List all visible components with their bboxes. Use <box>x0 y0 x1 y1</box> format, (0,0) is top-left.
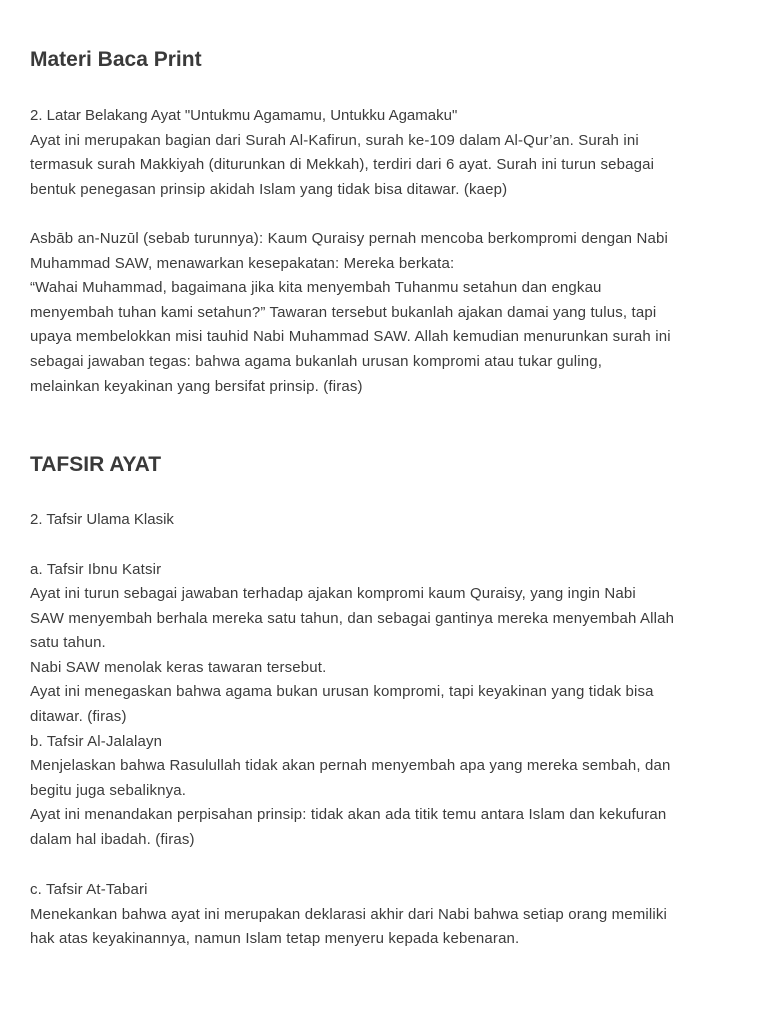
text-line: Muhammad SAW, menawarkan kesepakatan: Mereka berkata: <box>30 254 455 272</box>
text-line: Asbāb an-Nuzūl (sebab turunnya): Kaum Quraisy pernah mencoba berkompromi dengan Nabi <box>30 230 668 247</box>
text-line: sebagai jawaban tegas: bahwa agama bukanlah urusan kompromi atau tukar guling, <box>30 352 603 370</box>
text-line: SAW menyembah berhala mereka satu tahun, dan sebagai gantinya mereka menyembah Allah <box>30 609 675 627</box>
text-line: bentuk penegasan prinsip akidah Islam yang tidak bisa ditawar. (kaep) <box>30 180 508 198</box>
text-line: begitu juga sebaliknya. <box>30 781 187 799</box>
text-line: Ayat ini menegaskan bahwa agama bukan urusan kompromi, tapi keyakinan yang tidak bisa <box>30 683 654 701</box>
section2-heading: 2. Tafsir Ulama Klasik <box>30 511 174 528</box>
tafsir-block-c <box>30 878 746 952</box>
document-title: Materi Baca Print <box>30 48 202 71</box>
text-line: upaya membelokkan misi tauhid Nabi Muhammad SAW. Allah kemudian menurunkan surah ini <box>30 328 671 346</box>
text-line: Ayat ini turun sebagai jawaban terhadap ajakan kompromi kaum Quraisy, yang ingin Nabi <box>30 585 636 603</box>
text-line: Menjelaskan bahwa Rasulullah tidak akan pernah menyembah apa yang mereka sembah, dan <box>30 757 671 775</box>
text-line: b. Tafsir Al-Jalalayn <box>30 732 163 750</box>
text-line: termasuk surah Makkiyah (diturunkan di Mekkah), terdiri dari 6 ayat. Surah ini turun sebagai <box>30 156 655 174</box>
text-line: Ayat ini merupakan bagian dari Surah Al-Kafirun, surah ke-109 dalam Al-Qur’an. Surah ini <box>30 131 639 149</box>
text-line: hak atas keyakinannya, namun Islam tetap menyeru kepada kebenaran. <box>30 930 520 948</box>
section1-paragraph-1 <box>30 129 746 203</box>
text-line: Ayat ini menandakan perpisahan prinsip: tidak akan ada titik temu antara Islam dan kekufuran <box>30 806 667 824</box>
text-line: c. Tafsir At-Tabari <box>30 881 148 898</box>
text-line: a. Tafsir Ibnu Katsir <box>30 560 162 578</box>
section1-heading: 2. Latar Belakang Ayat "Untukmu Agamamu, Untukku Agamaku" <box>30 107 458 124</box>
text-line: dalam hal ibadah. (firas) <box>30 831 195 849</box>
text-line: menyembah tuhan kami setahun?” Tawaran tersebut bukanlah ajakan damai yang tulus, tapi <box>30 303 657 321</box>
text-line: Menekankan bahwa ayat ini merupakan deklarasi akhir dari Nabi bahwa setiap orang memiliki <box>30 905 668 923</box>
section2-title: TAFSIR AYAT <box>30 453 162 476</box>
text-line: melainkan keyakinan yang bersifat prinsip. (firas) <box>30 377 363 395</box>
text-line: Nabi SAW menolak keras tawaran tersebut. <box>30 658 327 676</box>
section1-paragraph-2 <box>30 227 746 399</box>
text-line: ditawar. (firas) <box>30 708 127 726</box>
tafsir-block-a-b <box>30 558 746 853</box>
text-line: “Wahai Muhammad, bagaimana jika kita menyembah Tuhanmu setahun dan engkau <box>30 279 602 297</box>
text-line: satu tahun. <box>30 634 106 652</box>
